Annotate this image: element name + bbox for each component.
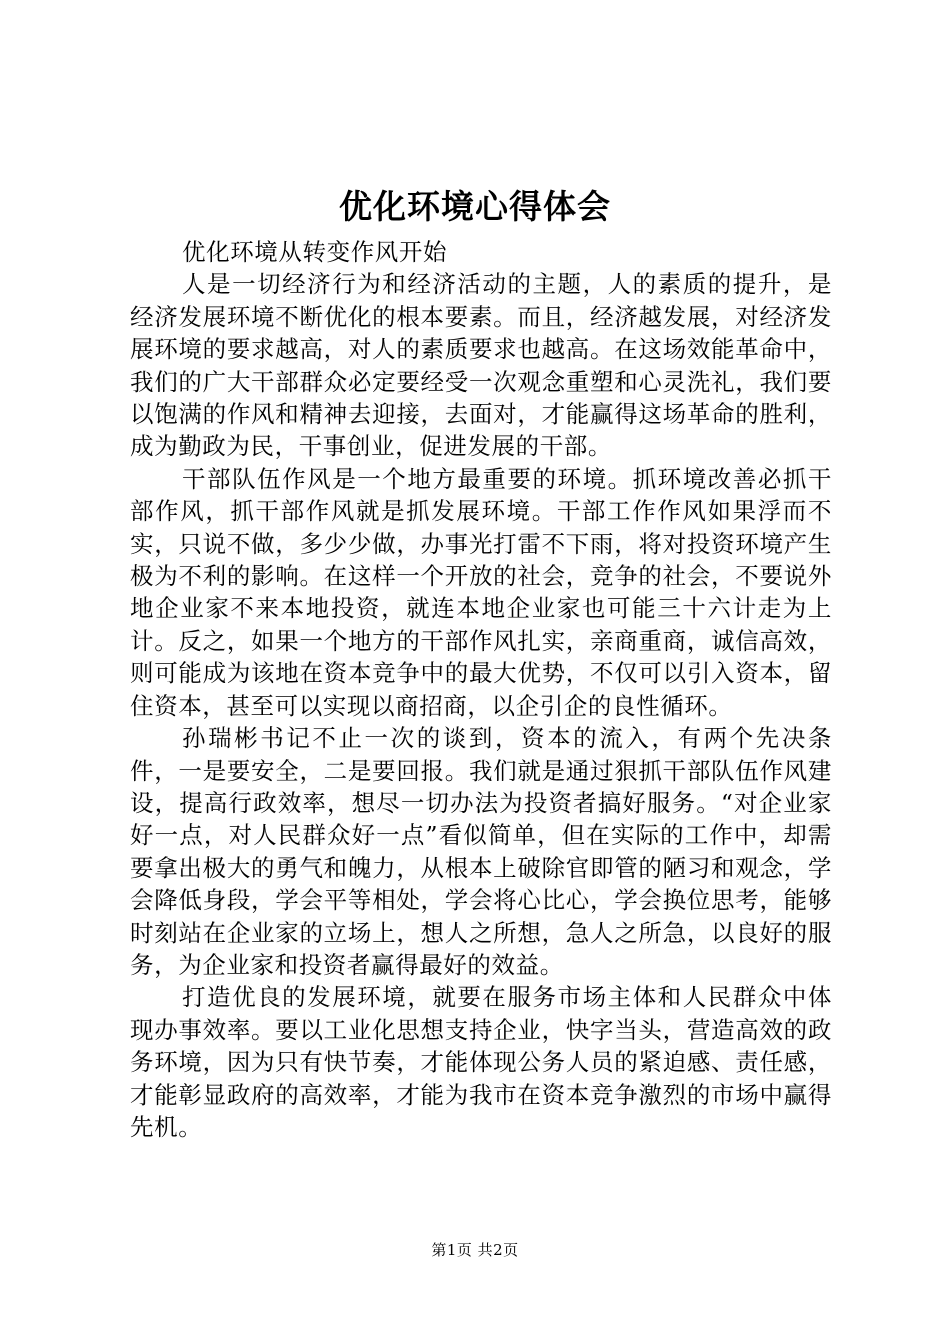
paragraph-2: 干部队伍作风是一个地方最重要的环境。抓环境改善必抓干部作风，抓干部作风就是抓发展环境。干部工作作风如果浮而不实，只说不做，多少少做，办事光打雷不下雨，将对投资环境产生极为不利的影响。在这样一个开放的社会，竞争的社会，不要说外地企业家不来本地投资，就连本地企业家也可能三十六计走为上计。反之，如果一个地方的干部作风扎实，亲商重商，诚信高效，则可能成为该地在资本竞争中的最大优势，不仅可以引入资本，留住资本，甚至可以实现以商招商，以企引企的良性循环。 [130, 464, 832, 720]
document-body [130, 236, 832, 1143]
paragraph-4: 打造优良的发展环境，就要在服务市场主体和人民群众中体现办事效率。要以工业化思想支持企业，快字当头，营造高效的政务环境，因为只有快节奏，才能体现公务人员的紧迫感、责任感，才能彰显政府的高效率，才能为我市在资本竞争激烈的市场中赢得先机。 [130, 983, 832, 1141]
page-number-footer: 第1页 共2页 [431, 1241, 519, 1259]
document-title: 优化环境心得体会 [339, 187, 611, 226]
paragraph-1: 人是一切经济行为和经济活动的主题，人的素质的提升，是经济发展环境不断优化的根本要素。而且，经济越发展，对经济发展环境的要求越高，对人的素质要求也越高。在这场效能革命中，我们的广大干部群众必定要经受一次观念重塑和心灵洗礼，我们要以饱满的作风和精神去迎接，去面对，才能赢得这场革命的胜利，成为勤政为民，干事创业，促进发展的干部。 [130, 270, 832, 461]
document-subtitle: 优化环境从转变作风开始 [182, 238, 448, 266]
paragraph-3: 孙瑞彬书记不止一次的谈到，资本的流入，有两个先决条件，一是要安全，二是要回报。我们就是通过狠抓干部队伍作风建设，提高行政效率，想尽一切办法为投资者搞好服务。“对企业家好一点，对人民群众好一点”看似简单，但在实际的工作中，却需要拿出极大的勇气和魄力，从根本上破除官即管的陋习和观念，学会降低身段，学会平等相处，学会将心比心，学会换位思考，能够时刻站在企业家的立场上，想人之所想，急人之所急，以良好的服务，为企业家和投资者赢得最好的效益。 [130, 724, 832, 979]
